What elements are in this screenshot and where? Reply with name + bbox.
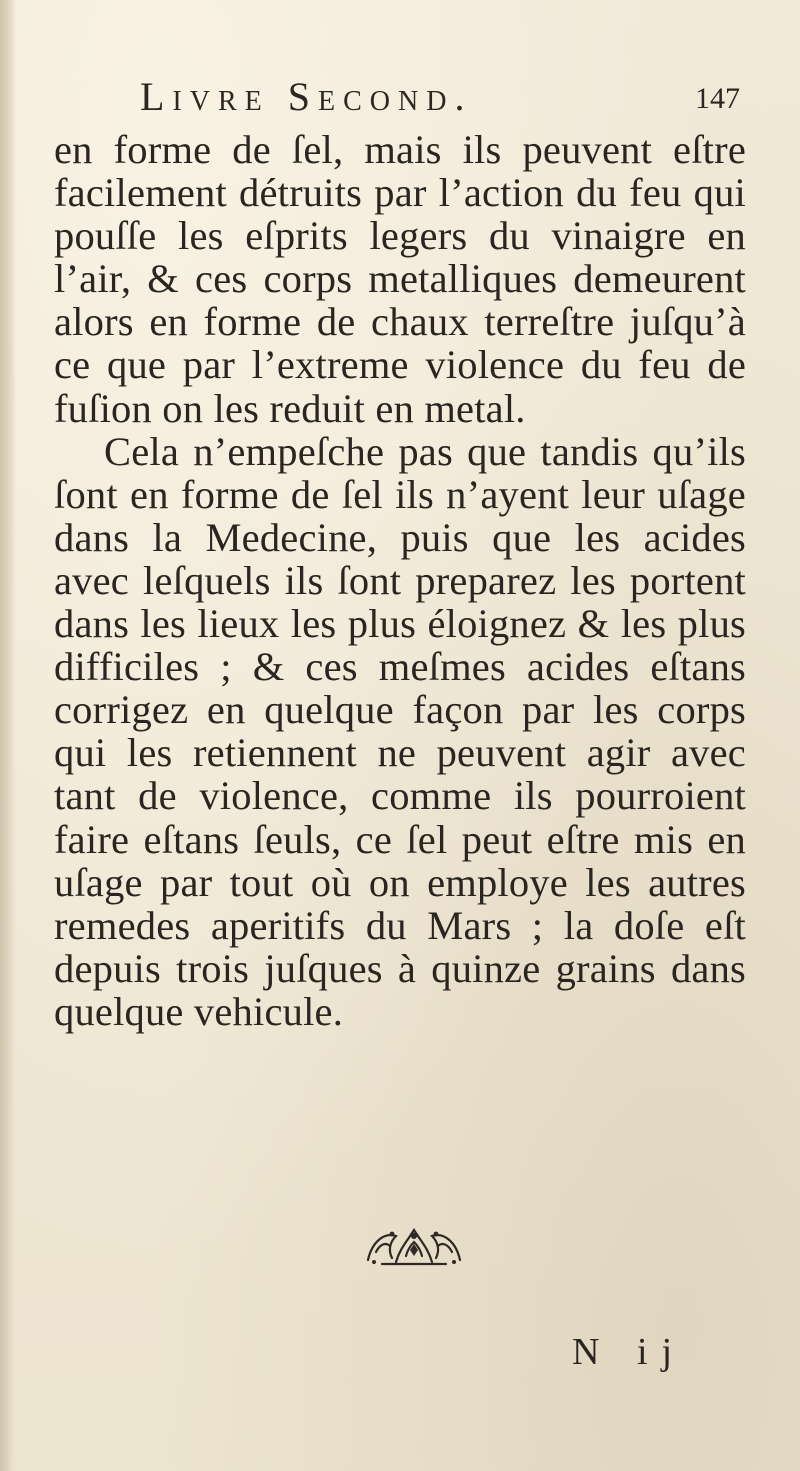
signature-mark: N ij [572, 1331, 687, 1373]
paragraph-cela: Cela n’empeſche pas que tandis qu’ils ſont en forme de ſel ils n’ayent leur uſage dans la Medecine, puis que les acides avec leſquels ils ſont preparez les portent dans les lieux les plus éloignez & les plus difficiles ; & ces meſmes acides eſtans corrigez en quelque façon par les corps qui les retiennent ne peuvent agir avec tant de violence, comme ils pourroient faire eſtans ſeuls, ce ſel peut eſtre mis en uſage par tout où on employe les autres remedes aperitifs du Mars ; la doſe eſt depuis trois juſques à quinze grains dans quelque vehicule. [54, 428, 746, 1034]
floral-tailpiece-icon [362, 1222, 466, 1268]
paragraph-continuation: en forme de ſel, mais ils peuvent eſtre facilement détruits par l’action du feu qui pouſſe les eſprits legers du vinaigre en l’air, & ces corps metalliques demeurent alors en forme de chaux terreſtre juſqu’à ce que par l’extreme violence du feu de fuſion on les reduit en metal. [54, 127, 746, 431]
page-gutter-shadow [0, 0, 16, 1471]
page-header [140, 72, 740, 122]
running-head: Livre Second. [140, 74, 473, 119]
page-number: 147 [695, 82, 740, 115]
body-text [54, 128, 746, 1033]
